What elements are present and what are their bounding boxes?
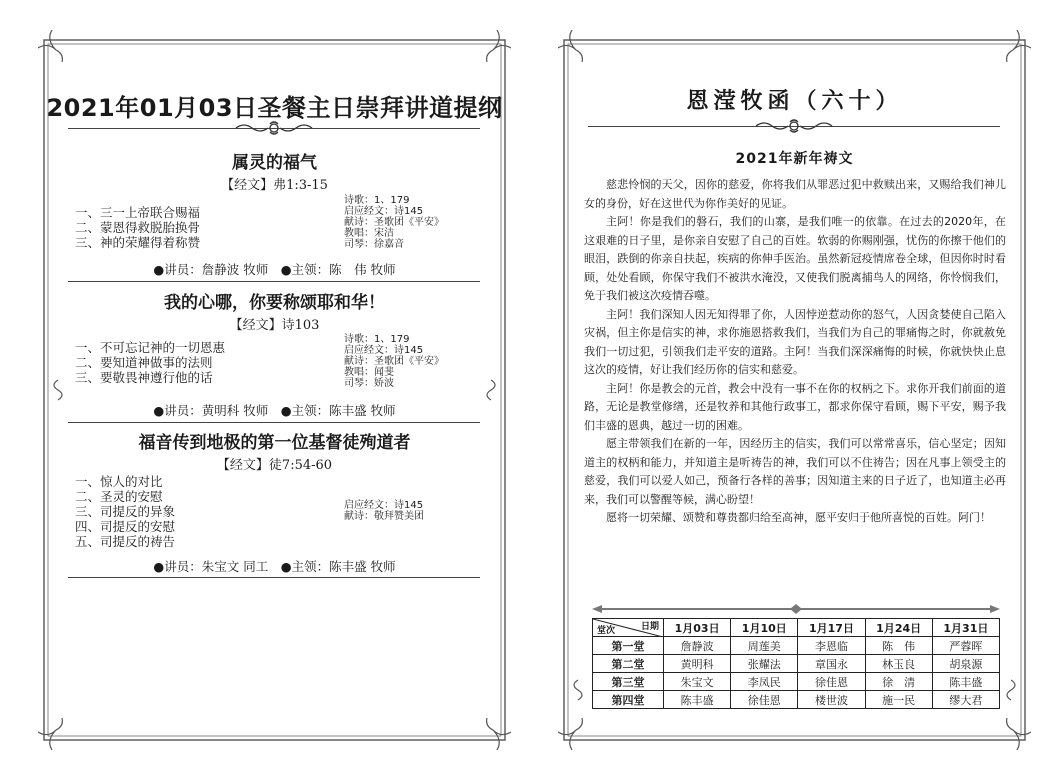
preacher-cell: 周莲美 [731, 637, 798, 655]
sermon-1-points [75, 205, 200, 250]
sermon-1-speaker: ●讲员：詹静波 牧师 ●主领：陈 伟 牧师 [153, 262, 396, 277]
outline-point: 三、神的荣耀得着称赞 [75, 235, 201, 250]
preacher-cell: 楼世波 [798, 691, 865, 709]
outline-point: 一、不可忘记神的一切恩惠 [75, 340, 226, 355]
sermon-1-meta [344, 195, 444, 250]
preacher-cell: 徐佳恩 [731, 691, 798, 709]
left-page [38, 30, 511, 750]
outline-point: 二、圣灵的安慰 [75, 489, 163, 504]
preacher-cell: 严蓉晖 [932, 637, 999, 655]
section-divider [68, 281, 480, 282]
preacher-cell: 缪大君 [932, 691, 999, 709]
outline-point: 四、司提反的安慰 [75, 519, 176, 534]
preacher-cell: 徐 清 [865, 673, 932, 691]
preacher-cell: 李恩临 [798, 637, 865, 655]
date-header: 1月17日 [798, 619, 865, 637]
outline-point: 二、要知道神做事的法则 [75, 355, 213, 370]
preacher-cell: 朱宝文 [664, 673, 731, 691]
meta-line: 教唱：宋洁 [344, 228, 394, 239]
sermon-2-title: 我的心哪，你要称颂耶和华！ [164, 293, 385, 313]
ornament-icon [754, 118, 834, 134]
date-header: 1月24日 [865, 619, 932, 637]
meta-line: 诗歌：1、179 [344, 195, 410, 206]
outline-point: 一、三一上帝联合赐福 [75, 205, 201, 220]
meta-line: 启应经文：诗145 [344, 206, 424, 217]
sermon-1-scripture: 【经文】弗1:3-15 [221, 178, 328, 193]
preacher-cell: 陈丰盛 [932, 673, 999, 691]
outline-point: 二、蒙恩得救脱胎换骨 [75, 220, 201, 235]
preacher-cell: 李凤民 [731, 673, 798, 691]
date-header: 1月10日 [731, 619, 798, 637]
right-page [558, 30, 1031, 750]
page-title: 2021年01月03日圣餐主日崇拜讲道提纲 [46, 94, 503, 122]
sermon-2-scripture: 【经文】诗103 [229, 318, 320, 333]
prayer-paragraph: 主阿！你是教会的元首，教会中没有一事不在你的权柄之下。求你开我们前面的道路，无论是教堂修缮，还是牧养和其他行政事工，都求你保守看顾，赐下平安，赐予我们丰盛的恩典，越过一切的困难。 [584, 381, 1006, 432]
prayer-paragraph: 慈悲怜悯的天父，因你的慈爱，你将我们从罪恶过犯中救赎出来，又赐给我们神儿女的身份，好在这世代为你作美好的见证。 [584, 178, 1006, 210]
sermon-1-title: 属灵的福气 [232, 153, 317, 173]
letter-title: 恩滢牧函（六十） [686, 88, 903, 114]
prayer-paragraph: 愿将一切荣耀、颂赞和尊贵都归给至高神，愿平安归于他所喜悦的百姓。阿门！ [606, 511, 991, 524]
arrow-divider-icon [592, 604, 1000, 614]
decorative-frame-left [38, 30, 511, 750]
sermon-3-title: 福音传到地极的第一位基督徒殉道者 [138, 433, 411, 453]
preacher-cell: 黄明科 [664, 655, 731, 673]
table-row [593, 673, 1000, 691]
preacher-cell: 詹静波 [664, 637, 731, 655]
meta-line: 教唱：闻斐 [344, 367, 394, 378]
date-header: 1月31日 [932, 619, 999, 637]
sermon-2-speaker: ●讲员：黄明科 牧师 ●主领：陈丰盛 牧师 [153, 403, 396, 418]
outline-point: 五、司提反的祷告 [75, 534, 176, 549]
preacher-cell: 陈丰盛 [664, 691, 731, 709]
table-row [593, 655, 1000, 673]
date-header: 1月03日 [664, 619, 731, 637]
table-corner-cell [593, 619, 664, 637]
corner-label-date: 日期 [640, 622, 659, 632]
section-divider [68, 577, 480, 578]
service-label: 第四堂 [593, 691, 664, 709]
table-header-row [593, 619, 1000, 637]
sermon-3-meta [344, 500, 424, 522]
meta-line: 献诗：圣歌团《平安》 [344, 217, 444, 228]
corner-label-service: 堂次 [597, 626, 616, 636]
service-label: 第三堂 [593, 673, 664, 691]
preacher-roster-table [592, 618, 1000, 709]
outline-point: 三、要敬畏神遵行他的话 [75, 370, 213, 385]
preacher-cell: 胡泉源 [932, 655, 999, 673]
service-label: 第二堂 [593, 655, 664, 673]
ornament-icon [234, 120, 314, 136]
sermon-2-meta [344, 334, 444, 389]
outline-point: 三、司提反的异象 [75, 504, 176, 519]
prayer-paragraph: 主阿！你是我们的磐石，我们的山寨，是我们唯一的依靠。在过去的2020年，在这艰难的日子里，是你亲自安慰了自己的百姓。软弱的你赐刚强，忧伤的你擦干他们的眼泪，跌倒的你亲自扶起，疾病的你伸手医治。虽然新冠疫情席卷全球，但因你时时看顾，处处看顾，你保守我们不被洪水淹没，又使我们脱离捕鸟人的网络，你怜悯我们，免于我们被这次疫情吞噬。 [584, 215, 1006, 302]
preacher-cell: 施一民 [865, 691, 932, 709]
service-label: 第一堂 [593, 637, 664, 655]
meta-line: 司琴：娇波 [344, 378, 394, 389]
preacher-cell: 章国永 [798, 655, 865, 673]
sermon-3-speaker: ●讲员：朱宝文 同工 ●主领：陈丰盛 牧师 [153, 559, 396, 574]
meta-line: 献诗：敬拜赞美团 [344, 511, 424, 522]
meta-line: 启应经文：诗145 [344, 500, 424, 511]
table-row [593, 691, 1000, 709]
preacher-cell: 陈 伟 [865, 637, 932, 655]
meta-line: 司琴：徐嘉音 [344, 239, 404, 250]
preacher-cell: 徐佳恩 [798, 673, 865, 691]
prayer-paragraph: 主阿！我们深知人因无知得罪了你，人因悖逆惹动你的怒气，人因贪婪使自己陷入灾祸，但主你是信实的神，求你施恩搭救我们，当我们为自己的罪痛悔之时，你就赦免我们一切过犯，引领我们走平安的道路。主阿！当我们深深痛悔的时候，你就快快止息这次的疫情，好让我们经历你的信实和慈爱。 [584, 307, 1006, 376]
preacher-cell: 林玉良 [865, 655, 932, 673]
prayer-paragraph: 愿主带领我们在新的一年，因经历主的信实，我们可以常常喜乐，信心坚定；因知道主的权柄和能力，并知道主是听祷告的神，我们可以不住祷告；因在凡事上领受主的慈爱，我们可以爱人如己，预备行各样的善事；因知道主来的日子近了，也知道主必再来，我们可以警醒等候，满心盼望！ [584, 437, 1006, 506]
outline-point: 一、惊人的对比 [75, 474, 163, 489]
table-row [593, 637, 1000, 655]
meta-line: 诗歌：1、179 [344, 334, 410, 345]
prayer-body [584, 176, 1006, 528]
sermon-3-scripture: 【经文】徒7:54-60 [216, 458, 333, 473]
meta-line: 献诗：圣歌团《平安》 [344, 356, 444, 367]
sermon-2-points [75, 340, 225, 385]
sermon-3-points [75, 474, 175, 549]
preacher-cell: 张耀法 [731, 655, 798, 673]
prayer-subtitle: 2021年新年祷文 [735, 151, 854, 167]
section-divider [68, 422, 480, 423]
meta-line: 启应经文：诗145 [344, 345, 424, 356]
